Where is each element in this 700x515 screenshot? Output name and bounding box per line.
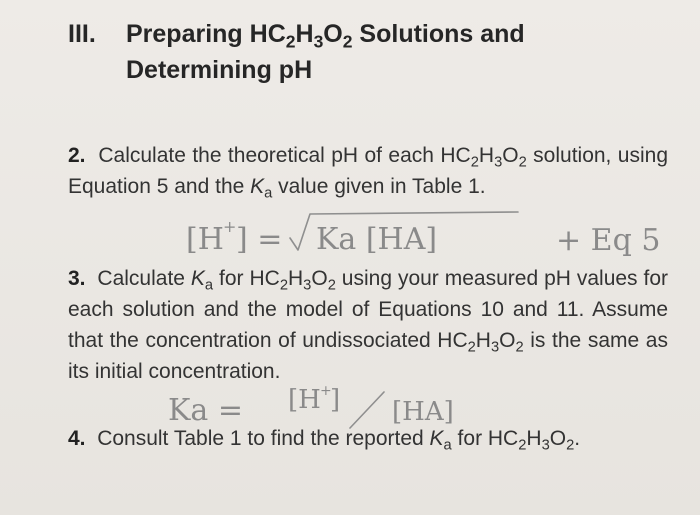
question-2 [68,140,668,202]
sub: a [204,277,214,294]
hw-eq1-left: [H [186,222,224,257]
ka-symbol: K [250,175,265,198]
sub: 3 [303,277,312,294]
hw-eq2-num-sup: + [320,383,332,399]
ka-symbol: K [190,267,205,290]
sub: 2 [285,31,296,52]
question-number: 4. [68,427,86,450]
section-heading [68,16,525,88]
hw-eq1-note: + Eq 5 [556,223,661,258]
sub: 2 [342,31,353,52]
q-text: O [499,329,516,352]
sub: 3 [494,154,503,171]
sub: 2 [518,437,527,454]
heading-o: O [323,20,343,48]
question-3 [68,263,668,387]
question-number: 2. [68,144,86,167]
q-text: O [549,427,567,450]
sub: 2 [518,154,527,171]
hw-sqrt-sign [290,212,518,250]
section-number: III. [68,20,96,48]
sub: 2 [566,437,575,454]
q-text: is the same as its initial concentration. [68,329,668,383]
sub: 2 [327,277,336,294]
sub: 3 [541,437,550,454]
ka-symbol: K [429,427,444,450]
q-text: H [526,427,542,450]
hw-eq2-num: [H [288,385,321,415]
question-number: 3. [68,267,86,290]
q-text: for HC [451,427,519,450]
hw-eq1-radicand: Ka [HA] [316,222,438,257]
heading-text-1: Preparing HC [126,20,286,48]
heading-line-1 [68,16,525,52]
q-text: O [502,144,519,167]
heading-text-2: Solutions and [352,20,525,48]
heading-line-2: Determining pH [126,56,313,84]
hw-eq2-num-close: ] [330,385,341,415]
sub: 2 [515,339,524,356]
sub: 3 [490,339,500,356]
hw-eq1-close: ] = [236,222,283,257]
sub: a [264,185,273,202]
sub: 2 [279,277,288,294]
q-text: O [311,267,328,290]
q-text: Consult Table 1 to find the reported [97,427,430,450]
sub: 2 [470,154,479,171]
q-text: H [475,329,491,352]
q-text: for HC [213,267,280,290]
q-text: Calculate the theoretical pH of each HC [98,144,471,167]
q-text: solution, using Equation 5 and the [68,144,669,198]
q-text: value given in Table 1. [272,175,486,198]
heading-h: H [295,20,314,48]
hw-eq2-left: Ka = [168,393,243,428]
question-4 [68,423,668,454]
q-text: H [288,267,304,290]
q-text: . [574,427,581,450]
hw-eq2-den: [HA] [392,397,454,427]
q-text: Calculate [97,267,191,290]
sub: 2 [467,339,476,356]
hw-eq1-plus: + [223,217,237,236]
q-text: H [478,144,495,167]
q-text: using your measured pH values for each solution and the model of Equations 10 and 11. Assume that the concentration of undissociated HC [68,267,669,352]
sub: a [443,437,452,454]
sub: 3 [313,31,324,52]
